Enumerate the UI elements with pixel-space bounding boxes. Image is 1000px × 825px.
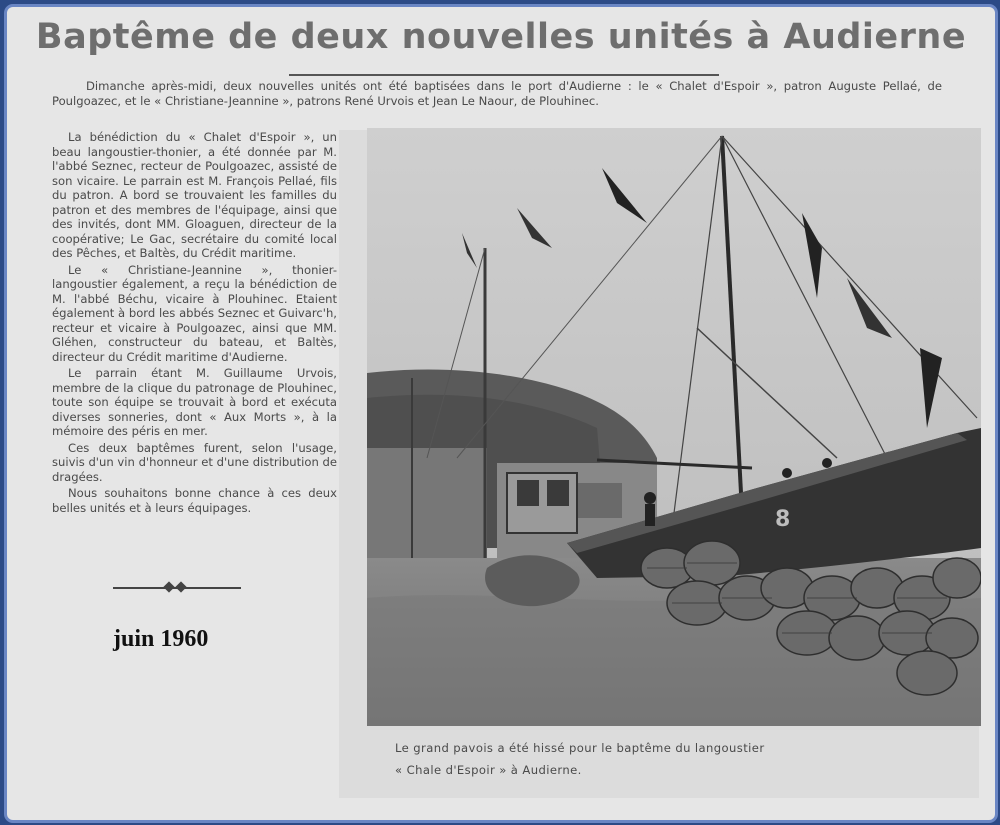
date-note: juin 1960 [113,626,209,652]
article-paragraph: Le « Christiane-Jeannine », thonier-langoustier également, a reçu la bénédiction de M. l'abbé Béchu, vicaire à Plouhinec. Etaient également à bord les abbés Seznec et Guivarc'h, recteur et vicaire à Poulgoazec, ainsi que MM. Gléhen, constructeur du bateau, et Baltès, directeur du Crédit maritime d'Audierne. [52,262,337,364]
article-body [52,130,337,517]
article-paragraph: La bénédiction du « Chalet d'Espoir », un beau langoustier-thonier, a été donnée par M. l'abbé Seznec, recteur de Poulgoazec, assisté de son vicaire. Le parrain est M. François Pellaé, fils du patron. A bord se trouvaient les familles du patron et des membres de l'équipage, ainsi que des invités, dont MM. Gloaguen, directeur de la coopérative; Le Gac, secrétaire du comité local des Pêches, et Baltès, du Crédit maritime. [52,130,337,260]
photo-caption [395,737,955,781]
caption-line: Le grand pavois a été hissé pour le baptême du langoustier [395,741,765,755]
article-intro: Dimanche après-midi, deux nouvelles unités ont été baptisées dans le port d'Audierne : le « Chalet d'Espoir », patron Auguste Pellaé, de Poulgoazec, et le « Christiane-Jeannine », patrons René Urvois et Jean Le Naour, de Plouhinec. [52,79,942,108]
caption-line: « Chale d'Espoir » à Audierne. [395,763,582,777]
article-paragraph: Nous souhaitons bonne chance à ces deux belles unités et à leurs équipages. [52,486,337,515]
headline-rule [289,74,719,76]
end-ornament [113,583,241,593]
hull-number: 8 [775,507,791,532]
article-headline: Baptême de deux nouvelles unités à Audierne [35,17,967,57]
article-paragraph: Le parrain étant M. Guillaume Urvois, membre de la clique du patronage de Plouhinec, toute son équipe se trouvait à bord et exécuta diverses sonneries, dont « Aux Morts », à la mémoire des péris en mer. [52,366,337,438]
boat-photo [367,128,981,726]
article-paragraph: Ces deux baptêmes furent, selon l'usage, suivis d'un vin d'honneur et d'une distribution de dragées. [52,440,337,484]
